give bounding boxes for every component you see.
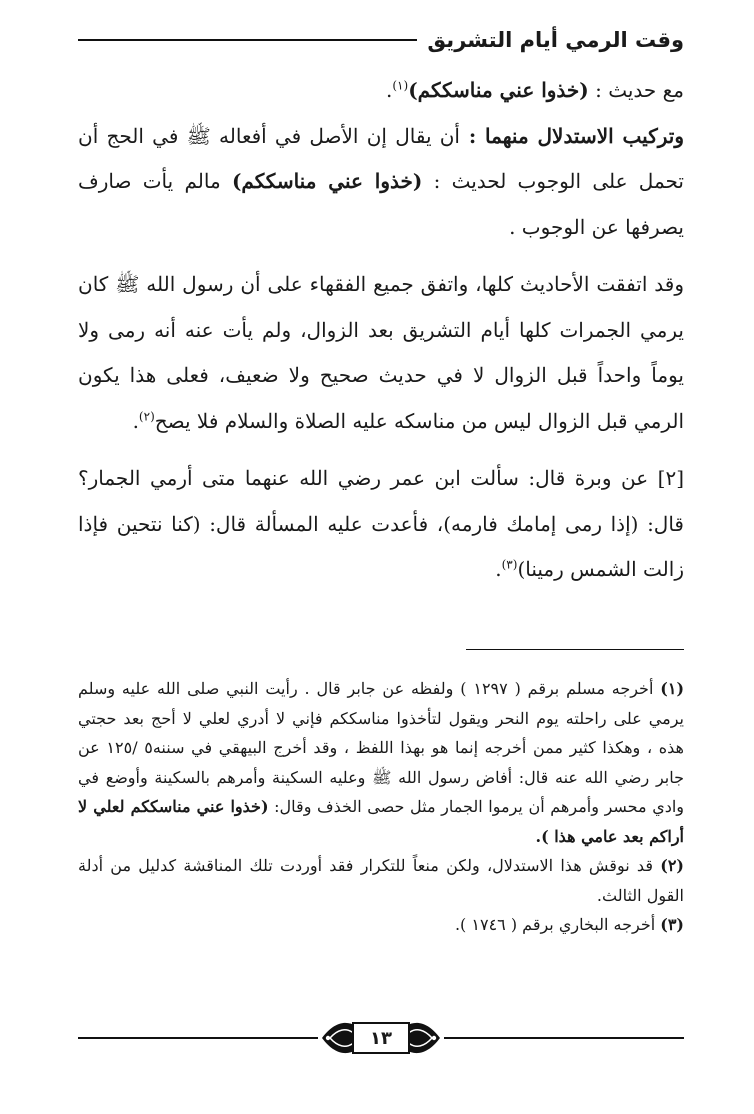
paragraph-4: [78, 456, 684, 593]
paragraph-3-text: وقد اتفقت الأحاديث كلها، واتفق جميع الفقهاء على أن رسول الله ﷺ كان يرمي الجمرات كلها أيام التشريق بعد الزوال، ولم يأت عنه أنه رمى ولا يوماً واحداً قبل الزوال لا في حديث صحيح ولا ضعيف، فعلى هذا يكون الرمي قبل الزوال ليس من مناسكه عليه الصلاة والسلام فلا يصح: [78, 272, 684, 433]
footnote-1-text: أخرجه مسلم برقم ( ١٢٩٧ ) ولفظه عن جابر قال . رأيت النبي صلى الله عليه وسلم يرمي على راحلته يوم النحر ويقول لتأخذوا مناسككم فإني لا أدري لعلي لا أحج بعد حجتي هذه ، وهكذا كثير ممن أخرجه إنما هو بهذا اللفظ ، وقد أخرج البيهقي في سننه٥ /١٢٥ عن جابر رضي الله عنه قال: أفاض رسول الله ﷺ وعليه السكينة وأمرهم بالسكينة وأوضع في وادي محسر وأمرهم أن يرموا الجمار مثل حصى الخذف وقال:: [78, 679, 685, 816]
paragraph-1-text: مع حديث :: [588, 78, 684, 102]
footnote-2-marker: (٢): [660, 856, 684, 875]
page-number: ١٣: [352, 1022, 410, 1054]
footnote-ref-1: (١): [392, 78, 409, 93]
main-text: [78, 68, 684, 593]
paragraph-2-text: أن يقال إن الأصل في أفعاله ﷺ في الحج أن تحمل على الوجوب لحديث :: [78, 123, 684, 193]
paragraph-gap: [78, 444, 684, 456]
hadith-quote: (خذوا عني مناسككم): [408, 78, 589, 102]
footnote-ref-3: (٣): [501, 557, 518, 572]
paragraph-3: [78, 262, 684, 444]
footnote-1-quote: (خذوا عني مناسككم لعلي لا أراكم بعد عامي هذا ).: [78, 797, 684, 846]
footnote-2: [78, 851, 684, 910]
paragraph-2: [78, 114, 684, 251]
hadith-quote-2: (خذوا عني مناسككم): [231, 169, 423, 193]
footnote-separator: [466, 649, 684, 650]
running-title: وقت الرمي أيام التشريق: [427, 28, 684, 52]
footnote-2-text: قد نوقش هذا الاستدلال، ولكن منعاً للتكرار فقد أوردت تلك المناقشة كدليل من أدلة القول الثالث.: [78, 856, 684, 905]
header-rule: [78, 39, 417, 41]
footnote-3-marker: (٣): [660, 915, 684, 934]
paragraph-1: [78, 68, 684, 114]
paragraph-1-end: .: [386, 78, 393, 102]
paragraph-2-end: مالم يأت صارف يصرفها عن الوجوب .: [78, 169, 684, 239]
footer-rule-left: [78, 1037, 318, 1039]
paragraph-3-end: .: [132, 408, 139, 433]
running-header: [78, 22, 684, 58]
footer-rule-right: [444, 1037, 684, 1039]
page-footer: [78, 1010, 684, 1066]
paragraph-gap: [78, 250, 684, 262]
footnote-ref-2: (٢): [138, 408, 155, 423]
footnote-1-marker: (١): [660, 679, 685, 698]
footnote-3-text: أخرجه البخاري برقم ( ١٧٤٦ ).: [454, 915, 661, 934]
book-page: [78, 18, 684, 1098]
footnote-1: [78, 674, 684, 851]
footnote-3: [78, 910, 684, 940]
footnotes: [78, 674, 684, 940]
argument-heading: وتركيب الاستدلال منهما :: [459, 123, 684, 148]
paragraph-4-end: .: [495, 557, 502, 581]
paragraph-4-text: [٢] عن وبرة قال: سألت ابن عمر رضي الله عنهما متى أرمي الجمار؟ قال: (إذا رمى إمامك فارمه)، فأعدت عليه المسألة قال: (كنا نتحين فإذا زالت الشمس رمينا): [78, 466, 684, 581]
